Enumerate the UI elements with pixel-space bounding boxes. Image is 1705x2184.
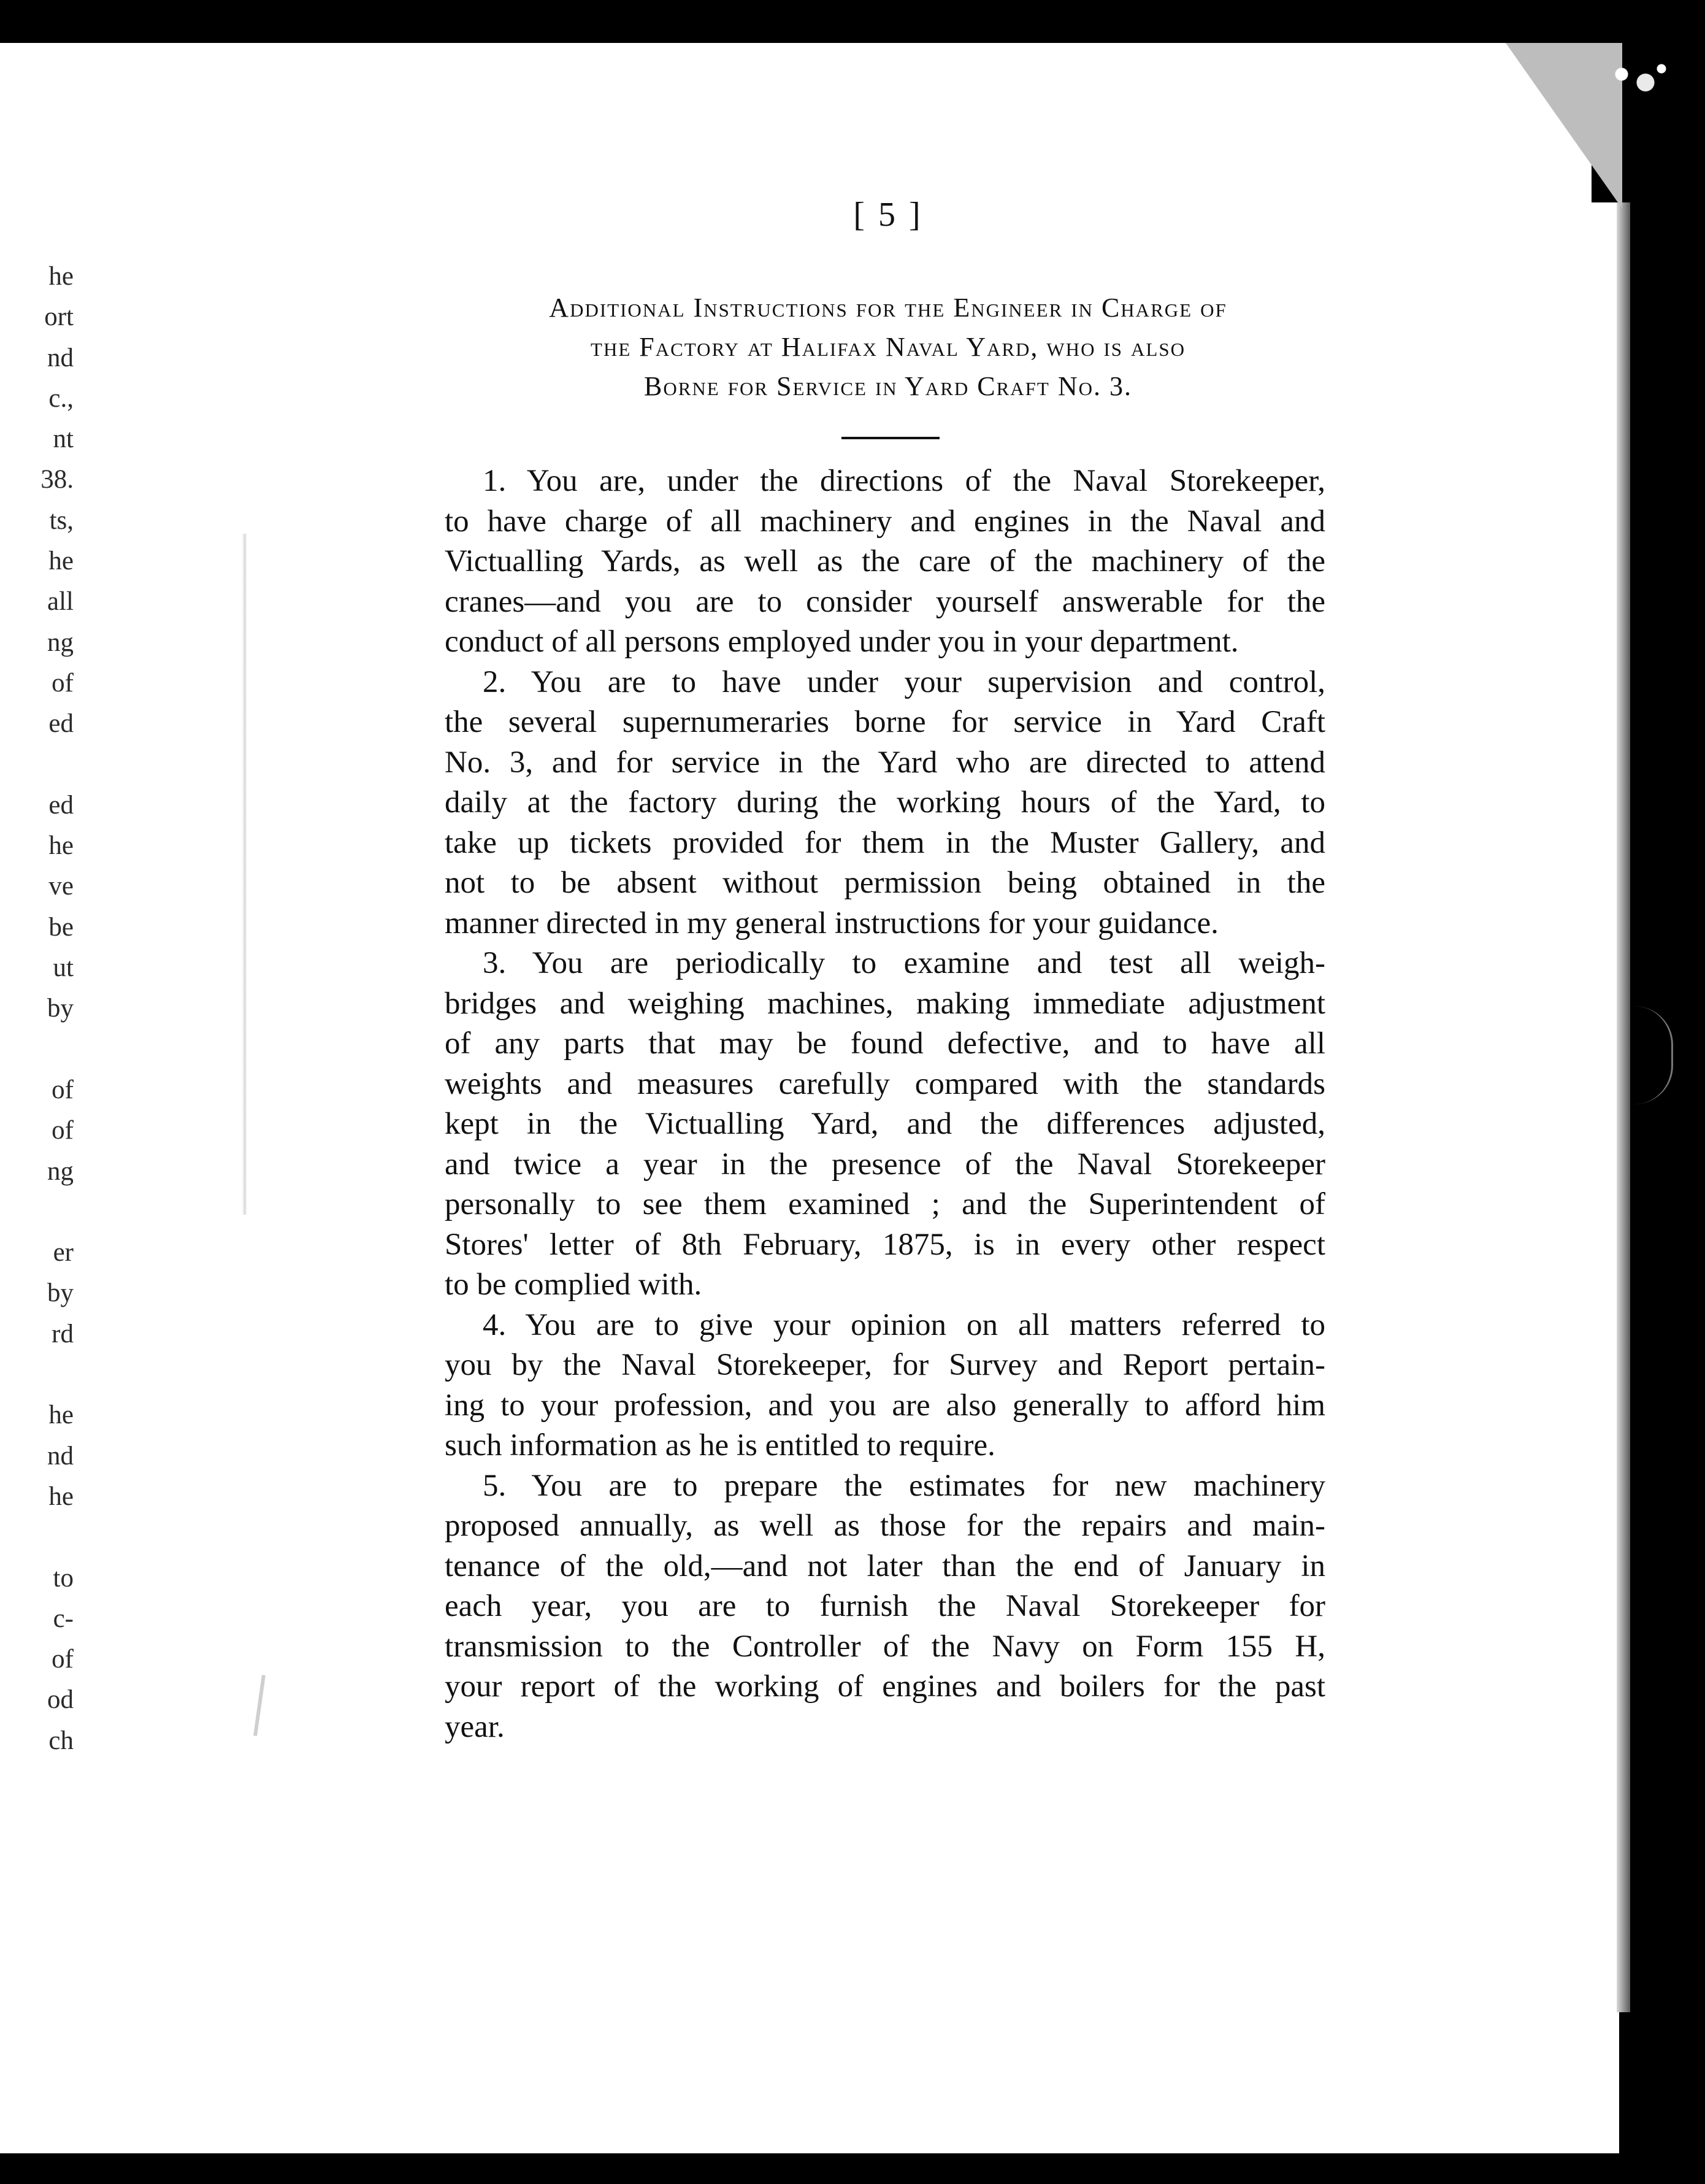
heading-rule [841, 437, 940, 439]
fragment-line: of [52, 1645, 74, 1674]
text-line: 5. You are to prepare the estimates for new machinery [483, 1468, 1325, 1503]
section-heading [429, 288, 1347, 406]
fragment-line: by [47, 994, 74, 1023]
fragment-line: od [47, 1685, 74, 1715]
instructions-body [445, 461, 1325, 1747]
fragment-line: all [47, 587, 74, 617]
text-line: transmission to the Controller of the Navy on Form 155 H, [445, 1629, 1325, 1664]
text-line: cranes—and you are to consider yourself answerable for the [445, 584, 1325, 619]
fragment-line: he [48, 1401, 74, 1430]
heading-line: Borne for Service in Yard Craft No. 3. [643, 371, 1133, 401]
text-line: of any parts that may be found defective, and to have all [445, 1026, 1325, 1061]
fragment-line: of [52, 1075, 74, 1104]
fragment-line: nd [47, 1441, 74, 1471]
fragment-line: he [48, 262, 74, 291]
page-number: [ 5 ] [853, 196, 923, 234]
paper-damage-flecks [1598, 52, 1677, 107]
fragment-line: er [53, 1238, 74, 1267]
fragment-line [0, 1029, 74, 1070]
text-line: Victualling Yards, as well as the care of the machinery of the [445, 544, 1325, 579]
fragment-line: ut [53, 953, 74, 983]
text-line: and twice a year in the presence of the Naval Storekeeper [445, 1147, 1325, 1182]
fragment-line [0, 1517, 74, 1558]
text-line: conduct of all persons employed under you in your department. [445, 625, 1239, 659]
text-line: you by the Naval Storekeeper, for Survey and Report pertain- [445, 1348, 1325, 1382]
text-line: bridges and weighing machines, making immediate adjustment [445, 986, 1325, 1021]
text-line: 1. You are, under the directions of the Naval Storekeeper, [483, 464, 1325, 498]
paragraph-3 [445, 944, 1325, 1305]
previous-page-fragments [0, 256, 74, 1761]
text-line: ing to your profession, and you are also generally to afford him [445, 1388, 1325, 1423]
text-line: weights and measures carefully compared with the standards [445, 1066, 1325, 1101]
text-line: not to be absent without permission being obtained in the [445, 866, 1325, 900]
fragment-line: c., [48, 383, 74, 413]
text-line: such information as he is entitled to require. [445, 1428, 995, 1463]
text-line: Stores' letter of 8th February, 1875, is in every other respect [445, 1227, 1325, 1262]
text-line: personally to see them examined ; and the Superintendent of [445, 1187, 1325, 1221]
text-line: your report of the working of engines and boilers for the past [445, 1669, 1325, 1704]
fragment-line: ve [48, 872, 74, 901]
text-line: kept in the Victualling Yard, and the differences adjusted, [445, 1107, 1325, 1141]
text-line: 4. You are to give your opinion on all matters referred to [483, 1307, 1325, 1342]
page-edge-shadow [1617, 196, 1630, 2012]
text-line: take up tickets provided for them in the Muster Gallery, and [445, 825, 1325, 860]
text-line: 2. You are to have under your supervision and control, [483, 664, 1325, 699]
text-line: the several supernumeraries borne for service in Yard Craft [445, 705, 1325, 739]
fragment-line: ch [48, 1726, 74, 1755]
text-line: each year, you are to furnish the Naval Storekeeper for [445, 1589, 1325, 1623]
text-line: 3. You are periodically to examine and test all weigh- [483, 946, 1325, 980]
paragraph-2 [445, 663, 1325, 944]
fragment-line: of [52, 668, 74, 698]
fragment-line: ed [48, 790, 74, 820]
fragment-line: be [48, 912, 74, 942]
fragment-line: ng [47, 628, 74, 657]
fragment-line: he [48, 1482, 74, 1511]
fragment-line: nd [47, 343, 74, 372]
fragment-line: ed [48, 709, 74, 739]
fragment-line: he [48, 831, 74, 861]
text-line: proposed annually, as well as those for the repairs and main- [445, 1509, 1325, 1543]
text-line: manner directed in my general instructions for your guidance. [445, 906, 1219, 940]
fragment-line: by [47, 1278, 74, 1308]
page-edge-curve [1634, 1006, 1673, 1104]
fragment-line: nt [53, 425, 74, 454]
fragment-line: 38. [40, 465, 74, 494]
text-line: year. [445, 1709, 505, 1744]
heading-line: Additional Instructions for the Engineer in Charge of [549, 293, 1227, 323]
fragment-line [0, 745, 74, 785]
text-line: to be complied with. [445, 1267, 702, 1302]
paragraph-1 [445, 461, 1325, 663]
fragment-line: he [48, 547, 74, 576]
text-line: tenance of the old,—and not later than the end of January in [445, 1548, 1325, 1583]
fragment-line: ts, [49, 506, 74, 535]
fragment-line: to [53, 1563, 74, 1593]
text-line: to have charge of all machinery and engines in the Naval and [445, 504, 1325, 539]
fragment-line [0, 1192, 74, 1232]
paragraph-4 [445, 1305, 1325, 1466]
binding-bleed-mark [242, 534, 247, 1215]
paragraph-5 [445, 1466, 1325, 1748]
fragment-line [0, 1355, 74, 1395]
fragment-line: rd [52, 1319, 74, 1348]
fragment-line: ort [44, 302, 74, 332]
heading-line: the Factory at Halifax Naval Yard, who is also [591, 332, 1186, 362]
fragment-line: ng [47, 1156, 74, 1186]
fragment-line: of [52, 1116, 74, 1145]
fragment-line: c- [53, 1604, 74, 1633]
text-line: No. 3, and for service in the Yard who are directed to attend [445, 745, 1325, 780]
text-line: daily at the factory during the working hours of the Yard, to [445, 785, 1325, 820]
